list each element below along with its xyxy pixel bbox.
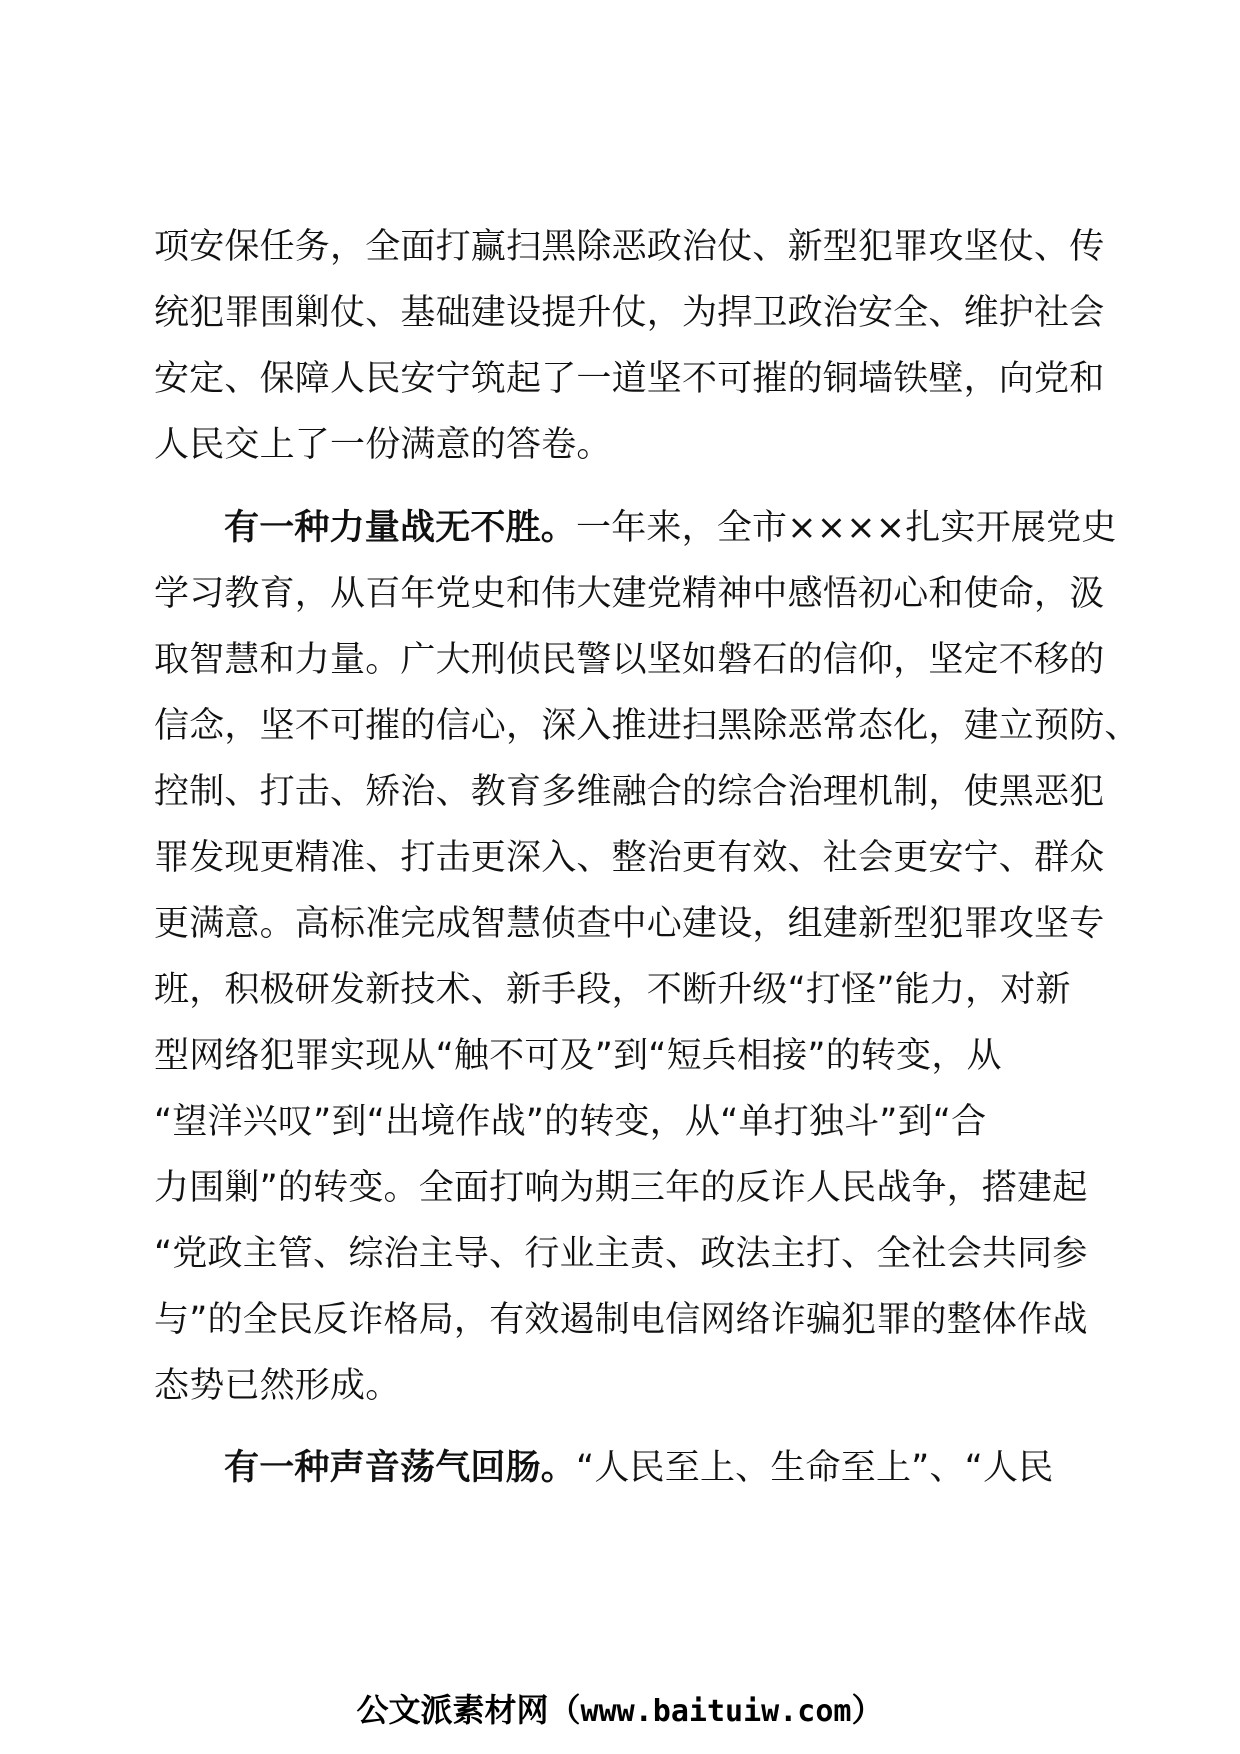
paragraph-line: 与”的全民反诈格局，有效遏制电信网络诈骗犯罪的整体作战 bbox=[154, 1300, 1088, 1340]
paragraph-line: 罪发现更精准、打击更深入、整治更有效、社会更安宁、群众 bbox=[154, 838, 1105, 878]
paragraph-line: 型网络犯罪实现从“触不可及”到“短兵相接”的转变，从 bbox=[154, 1036, 1002, 1076]
paragraph-line: 班，积极研发新技术、新手段，不断升级“打怪”能力，对新 bbox=[154, 970, 1071, 1010]
footer-source-line bbox=[0, 1688, 1240, 1732]
paragraph-line: 项安保任务，全面打赢扫黑除恶政治仗、新型犯罪攻坚仗、传 bbox=[154, 227, 1105, 267]
paragraph-line: 取智慧和力量。广大刑侦民警以坚如磐石的信仰，坚定不移的 bbox=[154, 640, 1105, 680]
paragraph-line: 更满意。高标准完成智慧侦查中心建设，组建新型犯罪攻坚专 bbox=[154, 904, 1105, 944]
paragraph-line: 控制、打击、矫治、教育多维融合的综合治理机制，使黑恶犯 bbox=[154, 772, 1105, 812]
paragraph-line: 统犯罪围剿仗、基础建设提升仗，为捍卫政治安全、维护社会 bbox=[154, 293, 1105, 333]
paragraph-first-line bbox=[224, 1441, 1053, 1495]
paragraph-line: “党政主管、综治主导、行业主责、政法主打、全社会共同参 bbox=[154, 1234, 1088, 1274]
paragraph-text: 一年来，全市××××扎实开展党史 bbox=[576, 508, 1117, 548]
paragraph-text: “人民至上、生命至上”、“人民 bbox=[576, 1448, 1054, 1488]
paragraph-heading: 有一种声音荡气回肠。 bbox=[224, 1448, 577, 1488]
footer-close-paren: ） bbox=[851, 1691, 884, 1729]
paragraph-line: 信念，坚不可摧的信心，深入推进扫黑除恶常态化，建立预防、 bbox=[154, 706, 1140, 746]
paragraph-line: 态势已然形成。 bbox=[154, 1366, 401, 1406]
paragraph-line: 安定、保障人民安宁筑起了一道坚不可摧的铜墙铁壁，向党和 bbox=[154, 359, 1105, 399]
footer-url: www.baituiw.com bbox=[580, 1694, 852, 1729]
footer-site-name: 公文派素材网（ bbox=[356, 1691, 581, 1729]
paragraph-line: 学习教育，从百年党史和伟大建党精神中感悟初心和使命，汲 bbox=[154, 574, 1105, 614]
paragraph-line: 人民交上了一份满意的答卷。 bbox=[154, 425, 612, 465]
paragraph-line: “望洋兴叹”到“出境作战”的转变，从“单打独斗”到“合 bbox=[154, 1102, 987, 1142]
paragraph-heading: 有一种力量战无不胜。 bbox=[224, 508, 577, 548]
paragraph-line: 力围剿”的转变。全面打响为期三年的反诈人民战争，搭建起 bbox=[154, 1168, 1088, 1208]
paragraph-first-line bbox=[224, 501, 1117, 555]
